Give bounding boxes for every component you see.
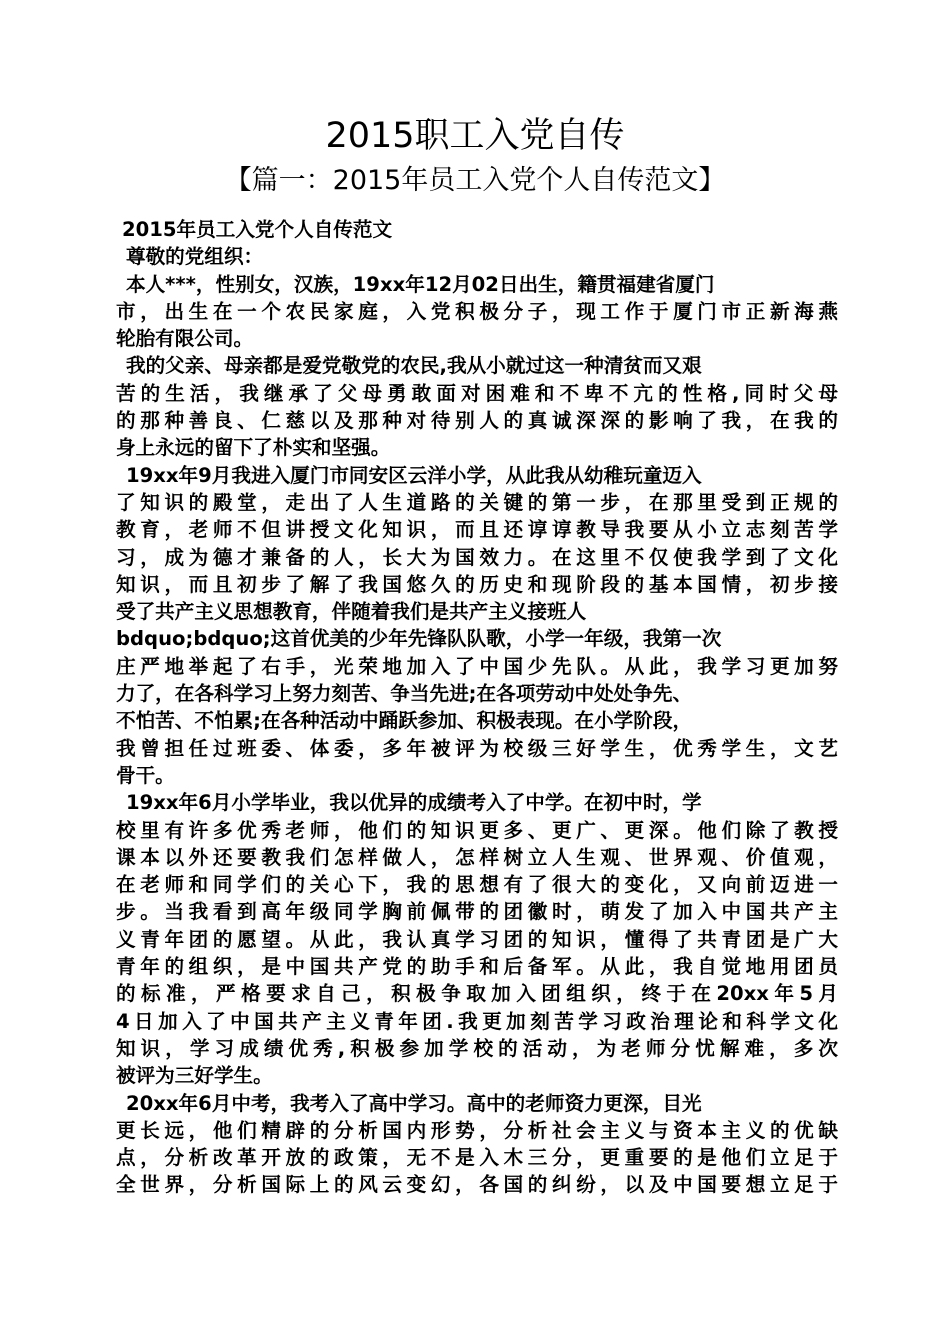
body-line: 我曾担任过班委、体委，多年被评为校级三好学生，优秀学生，文艺 (116, 736, 838, 760)
body-line: 被评为三好学生。 (116, 1064, 273, 1088)
body-line: 市，出生在一个农民家庭，入党积极分子，现工作于厦门市正新海燕 (116, 299, 838, 323)
body-line: 受了共产主义思想教育，伴随着我们是共产主义接班人 (116, 600, 587, 624)
document-subtitle: 【篇一：2015年员工入党个人自传范文】 (224, 165, 726, 196)
document-title: 2015职工入党自传 (325, 116, 625, 156)
body-line: 庄严地举起了右手，光荣地加入了中国少先队。从此，我学习更加努 (116, 654, 838, 678)
body-line: 20xx年6月中考，我考入了高中学习。高中的老师资力更深，目光 (126, 1091, 702, 1115)
body-line: 校里有许多优秀老师，他们的知识更多、更广、更深。他们除了教授 (116, 818, 838, 842)
body-line: 点，分析改革开放的政策，无不是入木三分，更重要的是他们立足于 (116, 1146, 838, 1170)
body-line: 了知识的殿堂，走出了人生道路的关键的第一步，在那里受到正规的 (116, 490, 838, 514)
body-line: 本人***，性别女，汉族，19xx年12月02日出生，籍贯福建省厦门 (126, 272, 715, 296)
body-line: 全世界，分析国际上的风云变幻，各国的纠纷，以及中国要想立足于 (116, 1173, 838, 1197)
body-line: 课本以外还要教我们怎样做人，怎样树立人生观、世界观、价值观， (116, 845, 838, 869)
body-line: 教育，老师不但讲授文化知识，而且还谆谆教导我要从小立志刻苦学 (116, 518, 838, 542)
body-line: 骨干。 (116, 763, 175, 787)
body-line: 知识，学习成绩优秀,积极参加学校的活动，为老师分忧解难，多次 (116, 1036, 838, 1060)
body-line: 的标准，严格要求自己，积极争取加入团组织，终于在20xx年5月 (116, 982, 838, 1006)
body-line: 步。当我看到高年级同学胸前佩带的团徽时，萌发了加入中国共产主 (116, 900, 838, 924)
body-line: 尊敬的党组织： (126, 245, 264, 269)
body-line: 苦的生活，我继承了父母勇敢面对困难和不卑不亢的性格,同时父母 (116, 381, 838, 405)
body-line: 轮胎有限公司。 (116, 327, 254, 351)
body-line: 青年的组织，是中国共产党的助手和后备军。从此，我自觉地用团员 (116, 955, 838, 979)
body-line: 知识，而且初步了解了我国悠久的历史和现阶段的基本国情，初步接 (116, 572, 838, 596)
body-line: 习，成为德才兼备的人，长大为国效力。在这里不仅使我学到了文化 (116, 545, 838, 569)
body-line: 4日加入了中国共产主义青年团.我更加刻苦学习政治理论和科学文化 (116, 1009, 838, 1033)
body-line: 的那种善良、仁慈以及那种对待别人的真诚深深的影响了我，在我的 (116, 409, 838, 433)
body-line: bdquo;bdquo;这首优美的少年先锋队队歌，小学一年级，我第一次 (116, 627, 722, 651)
body-line: 在老师和同学们的关心下，我的思想有了很大的变化，又向前迈进一 (116, 873, 838, 897)
body-line: 我的父亲、母亲都是爱党敬党的农民,我从小就过这一种清贫而又艰 (126, 354, 702, 378)
body-line: 更长远，他们精辟的分析国内形势，分析社会主义与资本主义的优缺 (116, 1118, 838, 1142)
body-line: 2015年员工入党个人自传范文 (122, 218, 393, 241)
body-line: 不怕苦、不怕累;在各种活动中踊跃参加、积极表现。在小学阶段， (116, 709, 693, 733)
body-line: 力了，在各科学习上努力刻苦、争当先进;在各项劳动中处处争先、 (116, 682, 693, 706)
body-line: 19xx年9月我进入厦门市同安区云洋小学，从此我从幼稚玩童迈入 (126, 463, 702, 487)
body-line: 身上永远的留下了朴实和坚强。 (116, 436, 391, 460)
document-body (116, 216, 838, 1199)
body-line: 19xx年6月小学毕业，我以优异的成绩考入了中学。在初中时，学 (126, 791, 702, 815)
body-line: 义青年团的愿望。从此，我认真学习团的知识，懂得了共青团是广大 (116, 927, 838, 951)
